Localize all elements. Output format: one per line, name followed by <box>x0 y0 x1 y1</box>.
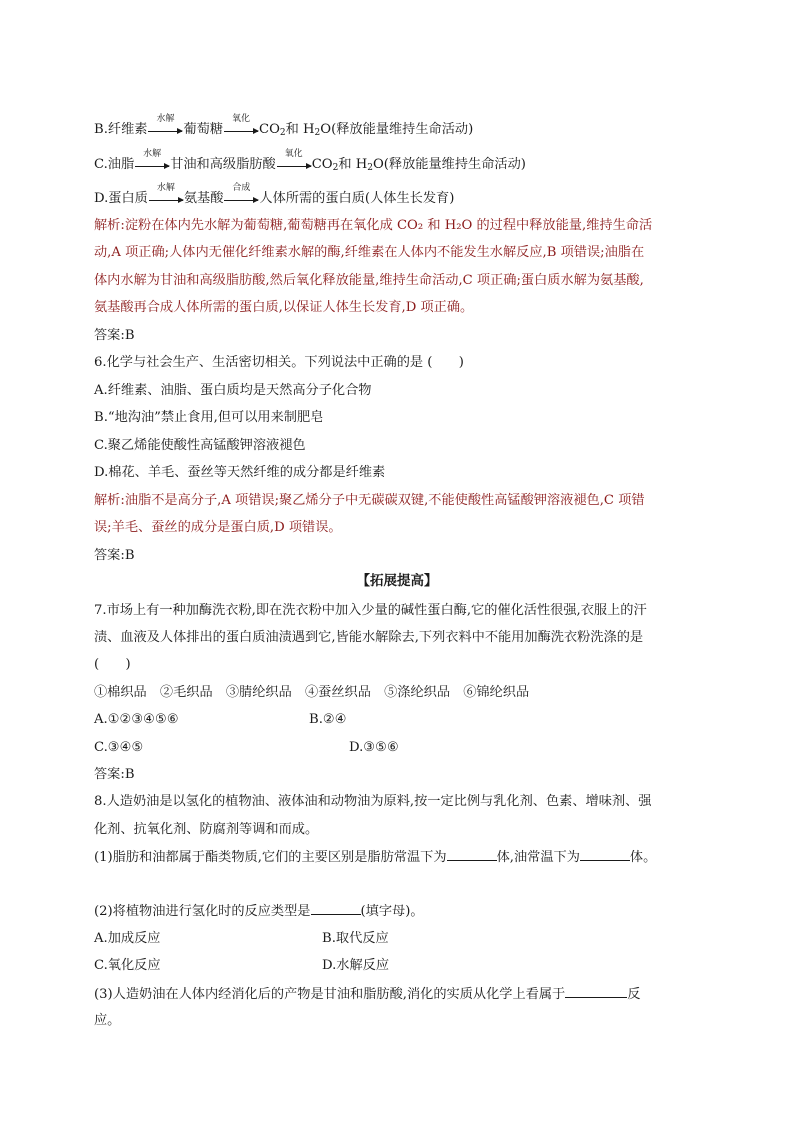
q7-option-a: A.①②③④⑤⑥ <box>94 712 179 727</box>
and-text: 和 H <box>285 122 315 137</box>
q8-p2-option-d: D.水解反应 <box>322 958 390 973</box>
co2-text: CO <box>259 122 280 137</box>
and-text: 和 H <box>338 157 368 172</box>
q5-c-tail: O(释放能量维持生命活动) <box>372 157 526 172</box>
arrow-condition: 氧化 <box>232 114 251 124</box>
q7-stem-line: 渍、血液及人体排出的蛋白质油渍遇到它,皆能水解除去,下列衣料中不能用加酶洗衣粉洗涤的是 <box>94 630 644 645</box>
q5-option-b <box>94 114 474 139</box>
q5-analysis-line: 动,A 项正确;人体内无催化纤维素水解的酶,纤维素在人体内不能发生水解反应,B 项错误;油脂在 <box>94 245 645 260</box>
q5-option-d <box>94 183 455 208</box>
q8-p2-option-c: C.氧化反应 <box>94 958 161 973</box>
q8-p2-option-b: B.取代反应 <box>322 931 389 946</box>
q8-p1-text: 体,油常温下为 <box>496 850 580 865</box>
q8-stem-line: 8.人造奶油是以氢化的植物油、液体油和动物油为原料,按一定比例与乳化剂、色素、增味剂、强 <box>94 794 652 809</box>
q8-p2-text: (2)将植物油进行氢化时的反应类型是 <box>94 904 311 919</box>
q5-c-mid: 甘油和高级脂肪酸 <box>170 157 276 172</box>
arrow-condition: 合成 <box>232 183 251 193</box>
q8-p1-text: 体。 <box>629 850 657 865</box>
arrow-condition: 水解 <box>143 149 162 159</box>
answer-blank[interactable] <box>565 985 627 998</box>
q5-analysis-line: 解析:淀粉在体内先水解为葡萄糖,葡萄糖再在氧化成 CO₂ 和 H₂O 的过程中释放能量,维持生命活 <box>94 218 653 233</box>
q8-p2-option-a: A.加成反应 <box>94 931 161 946</box>
q6-stem: 6.化学与社会生产、生活密切相关。下列说法中正确的是 ( ) <box>94 355 464 370</box>
q8-p3-text: (3)人造奶油在人体内经消化后的产物是甘油和脂肪酸,消化的实质从化学上看属于 <box>94 987 566 1002</box>
q7-stem-line: 7.市场上有一种加酶洗衣粉,即在洗衣粉中加入少量的碱性蛋白酶,它的催化活性很强,衣服上的汗 <box>94 603 647 618</box>
reaction-arrow-icon <box>135 149 169 174</box>
q8-part3 <box>94 985 640 1004</box>
reaction-arrow-icon <box>224 183 258 208</box>
q6-option-c: C.聚乙烯能使酸性高锰酸钾溶液褪色 <box>94 438 306 453</box>
q7-items: ①棉织品 ②毛织品 ③腈纶织品 ④蚕丝织品 ⑤涤纶织品 ⑥锦纶织品 <box>94 685 530 700</box>
q8-stem-line: 化剂、抗氧化剂、防腐剂等调和而成。 <box>94 822 319 837</box>
q5-d-tail: 人体所需的蛋白质(人体生长发育) <box>259 191 455 206</box>
q8-p2-text: (填字母)。 <box>360 904 424 919</box>
subscript: 2 <box>332 163 339 173</box>
q7-option-c: C.③④⑤ <box>94 740 144 755</box>
q6-answer: 答案:B <box>94 548 135 563</box>
q5-d-label: D.蛋白质 <box>94 191 148 206</box>
q6-option-a: A.纤维素、油脂、蛋白质均是天然高分子化合物 <box>94 383 372 398</box>
q5-analysis-line: 氨基酸再合成人体所需的蛋白质,以保证人体生长发育,D 项正确。 <box>94 300 474 315</box>
q7-option-d: D.③⑤⑥ <box>349 740 399 755</box>
answer-blank[interactable] <box>447 848 497 861</box>
arrow-condition: 氧化 <box>284 149 303 159</box>
reaction-arrow-icon <box>224 114 258 139</box>
q8-part1 <box>94 848 656 867</box>
q5-c-label: C.油脂 <box>94 157 135 172</box>
arrow-condition: 水解 <box>156 183 175 193</box>
q7-answer: 答案:B <box>94 767 135 782</box>
q6-option-d: D.棉花、羊毛、蚕丝等天然纤维的成分都是纤维素 <box>94 465 386 480</box>
section-title: 【拓展提高】 <box>356 573 438 589</box>
q5-analysis-line: 体内水解为甘油和高级脂肪酸,然后氧化释放能量,维持生命活动,C 项正确;蛋白质水解为氨基酸, <box>94 273 644 288</box>
q8-p3-cont: 应。 <box>94 1013 121 1028</box>
q6-analysis-line: 解析:油脂不是高分子,A 项错误;聚乙烯分子中无碳碳双键,不能使酸性高锰酸钾溶液褪色,C 项错 <box>94 493 645 508</box>
reaction-arrow-icon <box>277 149 311 174</box>
q5-b-mid: 葡萄糖 <box>183 122 224 137</box>
answer-blank[interactable] <box>311 902 361 915</box>
subscript: 2 <box>279 128 286 138</box>
q8-p3-text: 反 <box>627 987 641 1002</box>
reaction-arrow-icon <box>148 114 182 139</box>
q5-option-c <box>94 149 526 174</box>
q5-d-mid: 氨基酸 <box>183 191 224 206</box>
q8-part2 <box>94 902 424 921</box>
q8-p1-text: (1)脂肪和油都属于酯类物质,它们的主要区别是脂肪常温下为 <box>94 850 447 865</box>
q7-option-b: B.②④ <box>309 712 347 727</box>
arrow-condition: 水解 <box>156 114 175 124</box>
q5-b-tail: O(释放能量维持生命活动) <box>320 122 474 137</box>
q5-answer: 答案:B <box>94 328 135 343</box>
q6-option-b: B.“地沟油”禁止食用,但可以用来制肥皂 <box>94 410 324 425</box>
q7-stem-line: ( ) <box>94 657 131 672</box>
subscript: 2 <box>314 128 321 138</box>
reaction-arrow-icon <box>149 183 183 208</box>
q6-analysis-line: 误;羊毛、蚕丝的成分是蛋白质,D 项错误。 <box>94 520 342 535</box>
subscript: 2 <box>367 163 373 173</box>
co2-text: CO <box>311 157 333 172</box>
answer-blank[interactable] <box>580 848 630 861</box>
q5-b-label: B.纤维素 <box>94 122 148 137</box>
